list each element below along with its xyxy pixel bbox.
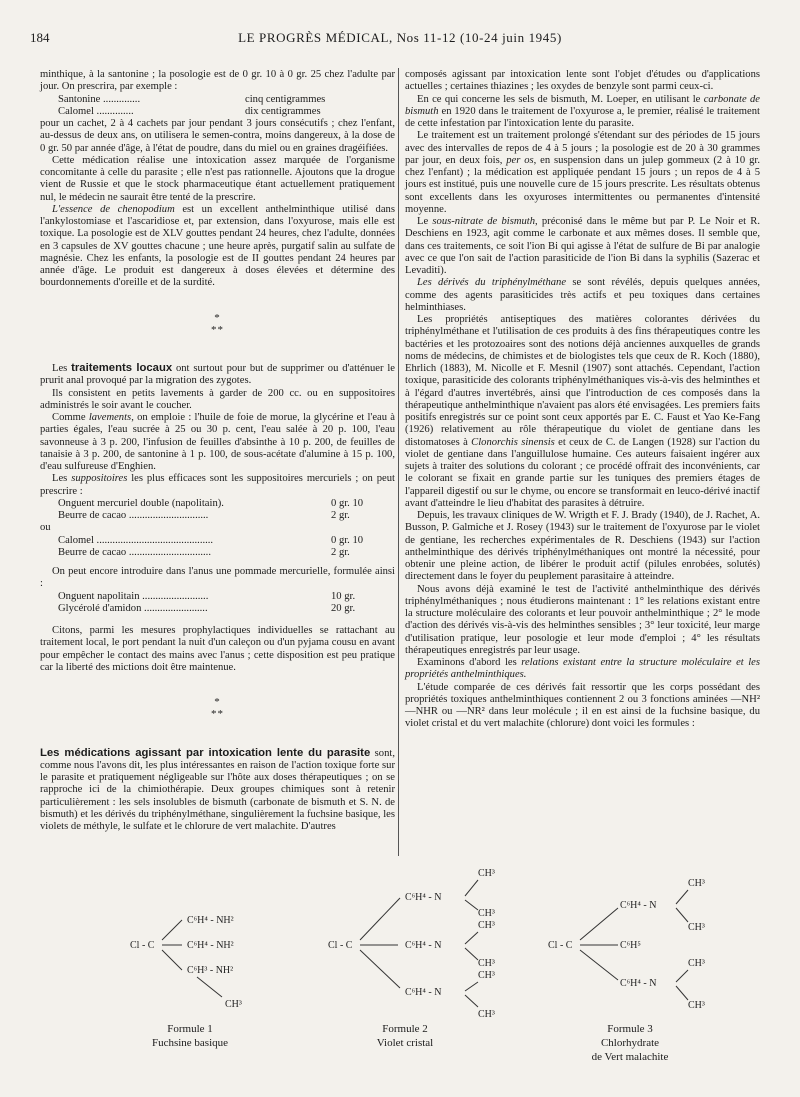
column-rule bbox=[398, 68, 399, 856]
paragraph-text: En ce qui concerne les sels de bismuth, M. Loeper, en utilisant le bbox=[417, 93, 704, 105]
chem-label: CH³ bbox=[688, 1000, 705, 1011]
caption-name: Chlorhydrate bbox=[600, 1037, 660, 1049]
recipe-line bbox=[40, 591, 395, 603]
recipe-qty: 10 gr. bbox=[331, 590, 356, 602]
chem-label: C⁶H⁴ - N bbox=[620, 900, 657, 911]
formula-1-structure bbox=[130, 915, 242, 1010]
recipe-line bbox=[40, 94, 395, 106]
chem-label: C⁶H⁴ - N bbox=[405, 987, 442, 998]
paragraph-text: Les bbox=[52, 363, 72, 374]
bond bbox=[162, 920, 182, 940]
section-heading: Les médications agissant par intoxication lente du parasite bbox=[40, 746, 371, 759]
or-label: ou bbox=[40, 522, 51, 534]
caption-label: Formule 3 bbox=[607, 1023, 653, 1035]
paragraph: Cette médication réalise une intoxication assez marquée de l'organisme concomitante à celle du parasite ; elle n'est pas rationnelle. Ajoutons que la drogue vient de Russie et que le stock pharmaceutique étant actuellement pratiquement nul, le médecin ne saurait être tenté de la prescrire. bbox=[40, 154, 395, 203]
recipe-qty: 2 gr. bbox=[331, 510, 350, 521]
paragraph: Depuis, les travaux cliniques de W. Wrigth et F. J. Brady (1940), de J. Rachet, A. Busson, P. Galmiche et J. Rosey (1943) sur le traitement de l'oxyurose par le violet de gentiane, les recherches expérimentales de R. Deschiens (1943) sur l'action anthelminthique des dérivés triphénylméthaniques ont montré la nécessité, pour obtenir une pleine action, de libérer le produit actif (pilules enrobées, solutés) directement dans le foyer du peuplement parasitaire à atteindre. bbox=[405, 510, 760, 583]
caption-label: Formule 1 bbox=[167, 1023, 213, 1035]
bond bbox=[676, 986, 688, 1000]
chem-label: CH³ bbox=[478, 868, 495, 879]
recipe-item: Calomel ............................................ bbox=[58, 534, 214, 546]
caption-name: de Vert malachite bbox=[591, 1051, 669, 1063]
chem-label: C⁶H⁴ - NH² bbox=[187, 940, 234, 951]
paragraph: composés agissant par intoxication lente sont l'objet d'études ou d'applications actuelles ; certaines thiazines ; les oxydes de benzyle sont parmi ceux-ci. bbox=[405, 69, 760, 93]
bond bbox=[465, 900, 478, 910]
recipe-santonine bbox=[40, 94, 395, 119]
formula-2-structure bbox=[328, 868, 495, 1020]
paragraph-text: et ceux de C. de Langen (1928) sur l'action du violet de gentiane dans l'anguillulose humaine. Ces auteurs faisaient ingérer aux sujets à traiter des solutions du colorant ; ce procédé offrait des inconvénients, car le colorant se fixait en grande partie sur les tuniques des premiers étages de l'appareil digestif ou sur le chyme, ou encore se transformait en leuco-dérivé inactif avant d'atteindre le lieu d'habitat des parasites à détruire. bbox=[405, 436, 760, 509]
chem-label: Cl - C bbox=[130, 940, 155, 951]
recipe-item: Onguent mercuriel double (napolitain). bbox=[58, 497, 224, 509]
paragraph bbox=[40, 747, 395, 834]
recipe-suppository-1 bbox=[40, 498, 395, 523]
formula-diagrams bbox=[0, 860, 800, 1020]
chem-label: CH³ bbox=[225, 999, 242, 1010]
caption-name: Fuchsine basique bbox=[151, 1037, 229, 1049]
running-header bbox=[0, 0, 800, 44]
bond bbox=[465, 880, 478, 896]
bond bbox=[162, 950, 182, 970]
chem-label: Cl - C bbox=[548, 940, 573, 951]
recipe-qty: dix centigrammes bbox=[245, 105, 321, 117]
paragraph: L'étude comparée de ces dérivés fait ressortir que les corps possédant des propriétés toxiques anthelminthiques contiennent 2 ou 3 fonctions aminées —NH² —NHR ou —NR² dans leur molécule ; il en est ainsi de la fuchsine basique, du violet cristal et du vert malachite (chlorure) dont voici les formules : bbox=[405, 681, 760, 730]
emphasis: L'essence de chenopodium bbox=[52, 203, 175, 215]
recipe-suppository-2 bbox=[40, 535, 395, 560]
bond bbox=[465, 948, 478, 960]
chem-label: C⁶H⁴ - NH² bbox=[187, 915, 234, 926]
paragraph bbox=[40, 362, 395, 388]
bond bbox=[465, 982, 478, 991]
paragraph-text: , on emploie : l'huile de foie de morue, la glycérine et l'eau à parties égales, l'eau sucrée à 25 ou 30 p. cent, l'eau salée à 20 p. 100, l'eau savonneuse à 3 p. 200, l'infusion de feuilles d'absinthe à 10 p. 200, de feuilles de tanaisie à 3 p. 200, de santonine à 1 p. 100, de sous-acétate d'alumine à 15 p. 100, d'eau sulfureuse d'Enghien. bbox=[40, 412, 395, 472]
caption-label: Formule 2 bbox=[382, 1023, 428, 1035]
recipe-line bbox=[40, 106, 395, 118]
chem-label: CH³ bbox=[688, 878, 705, 889]
emphasis: carbonate de bismuth bbox=[405, 93, 760, 117]
recipe-qty: 2 gr. bbox=[331, 546, 350, 558]
paragraph: On peut encore introduire dans l'anus une pommade mercurielle, formulée ainsi : bbox=[40, 566, 395, 590]
emphasis: suppositoires bbox=[71, 473, 128, 485]
paragraph bbox=[405, 130, 760, 216]
formula-2-caption bbox=[345, 1022, 465, 1050]
recipe-pommade bbox=[40, 591, 395, 616]
paragraph bbox=[40, 204, 395, 290]
emphasis: per os bbox=[506, 154, 534, 166]
paragraph-text: se sont révélés, depuis quelques années, comme des agents parasiticides très actifs et peu toxiques dans certaines helminthiases. bbox=[405, 277, 761, 313]
formula-3-structure bbox=[548, 878, 705, 1011]
bond bbox=[676, 890, 688, 904]
paragraph-text: sont, comme nous l'avons dit, les plus intéressantes en raison de l'action toxique forte sur le parasite et pratiquement négligeable sur l'hôte aux doses thérapeutiques ; on se rapproche ici de la chimiothérapie. Deux groupes chimiques sont à retenir particulièrement : les sels insolubles de bismuth (carbonate de bismuth et S. N. de bismuth) et les dérivés du triphénylméthane, singulièrement la fuchsine basique, les violets de méthyle, le sulfate et le chlorure de vert malachite. D'autres bbox=[40, 747, 395, 832]
paragraph-text: ont surtout pour but de supprimer ou d'atténuer le prurit anal provoqué par la migration des zygotes. bbox=[40, 363, 395, 387]
emphasis: Clonorchis sinensis bbox=[471, 436, 555, 448]
paragraph-text: les plus efficaces sont les suppositoires mercuriels ; on peut prescrire : bbox=[40, 473, 395, 497]
paragraph: Citons, parmi les mesures prophylactiques individuelles se rattachant au traitement local, le port pendant la nuit d'un caleçon ou d'un pyjama cousu en avant pour empêcher le contact des mains avec l'anus ; cette disposition est peu pratique car la liberté des mictions doit être maintenue. bbox=[40, 625, 395, 673]
paragraph-text: Le traitement est un traitement prolongé s'étendant sur des périodes de 15 jours avec des intervalles de repos de 4 à 5 jours ; la posologie est de 20 à 30 grammes par jour, en deux fois, bbox=[405, 130, 760, 166]
paragraph-text: Les bbox=[52, 473, 72, 485]
chem-label: CH³ bbox=[688, 958, 705, 969]
recipe-item: Santonine .............. bbox=[58, 93, 141, 105]
bond bbox=[360, 898, 400, 940]
recipe-qty: 0 gr. 10 bbox=[331, 497, 364, 509]
bond bbox=[676, 970, 688, 982]
chem-label: CH³ bbox=[478, 958, 495, 969]
recipe-item: Glycérolé d'amidon ........................ bbox=[58, 602, 208, 614]
section-separator-stars: * ** bbox=[211, 311, 224, 336]
bond bbox=[465, 932, 478, 944]
chem-label: CH³ bbox=[478, 920, 495, 931]
recipe-line bbox=[40, 498, 395, 510]
formula-1-caption bbox=[130, 1022, 250, 1050]
bond bbox=[580, 950, 618, 980]
paragraph-text: Examinons d'abord les bbox=[417, 657, 522, 668]
bond bbox=[197, 977, 222, 997]
recipe-line bbox=[40, 510, 395, 522]
chem-label: C⁶H⁴ - N bbox=[620, 978, 657, 989]
recipe-item: Beurre de cacao .............................. bbox=[58, 510, 209, 521]
emphasis: lavements bbox=[88, 412, 132, 423]
chem-label: CH³ bbox=[478, 970, 495, 981]
recipe-qty: 0 gr. 10 bbox=[331, 534, 364, 546]
paragraph: minthique, à la santonine ; la posologie est de 0 gr. 10 à 0 gr. 25 chez l'adulte par jour. On prescrira, par exemple : bbox=[40, 69, 395, 93]
chem-label: CH³ bbox=[478, 908, 495, 919]
bond bbox=[676, 908, 688, 922]
chem-label: Cl - C bbox=[328, 940, 353, 951]
chemical-formulas bbox=[0, 860, 800, 1090]
paragraph-text: en 1920 dans le traitement de l'oxyurose a, le premier, réalisé le traitement de cette infestation par l'intoxication lente du parasite. bbox=[405, 105, 760, 129]
right-column bbox=[405, 69, 760, 731]
emphasis: Les dérivés du triphénylméthane bbox=[417, 277, 567, 289]
bond bbox=[360, 950, 400, 988]
section-separator-stars: * ** bbox=[211, 696, 224, 721]
paragraph-text: Comme bbox=[52, 412, 89, 423]
caption-name: Violet cristal bbox=[376, 1037, 434, 1049]
paragraph bbox=[405, 657, 760, 682]
paragraph bbox=[405, 314, 760, 510]
paragraph-text: est un excellent anthelminthique utilisé dans l'ankylostomiase et l'ascaridiose et, par extension, dans l'oxyurose, mais elle est toxique. La posologie est de XLV gouttes pendant 24 heures, chez l'adulte, données en 3 capsules de XV gouttes chacune ; une heure après, purgatif salin au sulfate de magnésie. Chez les enfants, la posologie est de II gouttes pendant 24 heures par année d'âge. Le produit est dangereux à doses élevées et détermine des bourdonnements d'oreille et de la surdité. bbox=[40, 203, 395, 289]
recipe-qty: 20 gr. bbox=[331, 602, 356, 614]
chem-label: C⁶H⁴ - N bbox=[405, 940, 442, 951]
emphasis: sous-nitrate de bismuth bbox=[432, 216, 536, 227]
left-column bbox=[40, 69, 395, 833]
recipe-line bbox=[40, 547, 395, 559]
chem-label: C⁶H⁴ - N bbox=[405, 892, 442, 903]
paragraph bbox=[40, 473, 395, 498]
recipe-line bbox=[40, 535, 395, 547]
paragraph: Nous avons déjà examiné le test de l'activité anthelminthique des dérivés triphénylméthaniques ; nous étudierons maintenant : 1° les relations existant entre la structure moléculaire des colorants et leur pouvoir anthelminthique ; 2° le mode d'action des dérivés vis-à-vis des helminthes sensibles ; 3° leur toxicité, leur marge d'utilisation pratique, leur posologie et leur mode d'emploi ; 4° les résultats thérapeutiques enregistrés par leur usage. bbox=[405, 583, 760, 656]
paragraph-text: Le bbox=[417, 216, 433, 227]
recipe-qty: cinq centigrammes bbox=[245, 93, 326, 105]
chem-label: C⁶H³ - NH² bbox=[187, 965, 234, 976]
paragraph-text: Les propriétés antiseptiques des matières colorantes dérivées du triphénylméthane et l'utilisation de ces produits à des fins thérapeutiques contre les bactéries et les protozoaires sont des notions déjà anciennes auxquelles de grands noms de médecins, de chimistes et de biologistes tels que ceux de R. Koch (1880), Ehrlich (1883), M. Nicolle et F. Mesnil (1907) sont attachés. Cependant, l'action toxique, parasiticide des colorants triphénylméthaniques vis-à-vis des helminthes et à l'égard d'autres invertébrés, ainsi que l'introduction de ces composés dans la thérapeutique anthelminthique n'avaient pas alors été envisagées. Les premiers faits positifs enregistrés sur ce point sont ceux apportés par E. C. Faust et Yao Ke-Fang (1926) relativement au rôle thérapeutique du violet de gentiane dans les distomatoses à bbox=[405, 314, 760, 448]
chem-label: CH³ bbox=[688, 922, 705, 933]
bond bbox=[465, 995, 478, 1007]
recipe-line bbox=[40, 603, 395, 615]
paragraph: Ils consistent en petits lavements à garder de 200 cc. ou en suppositoires administrés le soir avant le coucher. bbox=[40, 387, 395, 411]
section-heading: traitements locaux bbox=[71, 362, 173, 374]
emphasis: relations existant entre la structure moléculaire et les propriétés anthelminthiques. bbox=[405, 657, 760, 681]
paragraph bbox=[40, 412, 395, 473]
paragraph-text: , en suspension dans un julep gommeux (2 à 10 gr. chez l'enfant) ; la médication est appliquée pendant 15 jours ; un repos de 4 à 5 jours est institué, puis une nouvelle cure de 15 jours prescrite. Les résultats obtenus sont excellents dans les oxyuroses intermittentes ou permanentes d'intensité moyenne. bbox=[405, 154, 760, 215]
chem-label: C⁶H⁵ bbox=[620, 940, 641, 951]
recipe-item: Onguent napolitain ......................... bbox=[58, 590, 209, 602]
paragraph-text: , préconisé dans le même but par P. Le Noir et R. Deschiens en 1923, agit comme le carbonate et aux mêmes doses. Il semble que, dans ces traitements, ce soit l'ion Bi qui agisse à l'état de sulfure de Bi par analogie avec ce que l'on sait de l'action parasiticide de l'ion Bi dans la syphilis (Sazerac et Levaditi). bbox=[405, 216, 761, 276]
page-number: 184 bbox=[30, 30, 50, 45]
chem-label: CH³ bbox=[478, 1009, 495, 1020]
running-title: LE PROGRÈS MÉDICAL, Nos 11-12 (10-24 juin 1945) bbox=[238, 30, 562, 45]
paragraph: pour un cachet, 2 à 4 cachets par jour pendant 3 jours consécutifs ; chez l'enfant, au-dessus de deux ans, on utilisera le semen-contra, moins dangereux, à la dose de 0 gr. 50 par année d'âge, à l'état de poudre, dans du miel ou en graines dragéifiées. bbox=[40, 118, 395, 154]
paragraph bbox=[405, 277, 760, 314]
recipe-item: Calomel .............. bbox=[58, 105, 134, 117]
recipe-item: Beurre de cacao ............................... bbox=[58, 546, 211, 558]
formula-3-caption bbox=[560, 1022, 700, 1064]
paragraph bbox=[405, 94, 760, 131]
bond bbox=[580, 908, 618, 940]
paragraph bbox=[405, 216, 760, 277]
